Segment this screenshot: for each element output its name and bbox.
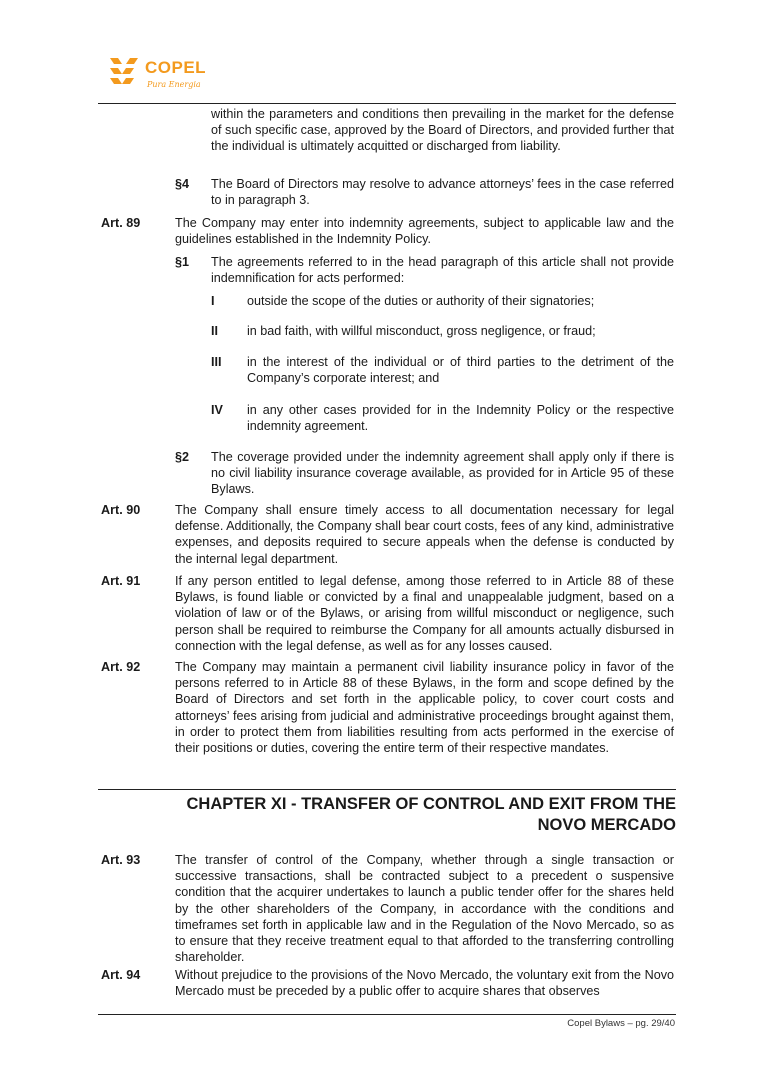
article-89-paragraph-1-label: §1: [175, 255, 190, 269]
article-90-text: The Company shall ensure timely access to all documentation necessary for legal defense. Additionally, the Company shall bear court costs, fees of any kind, administrative expenses, and deposits required to secure appeals when the defense is conducted by the internal legal department.: [175, 503, 674, 566]
logo-text: COPEL: [145, 58, 207, 77]
copel-logo: [108, 54, 228, 94]
continuation-text: within the parameters and conditions then prevailing in the market for the defense of such specific case, approved by the Board of Directors, and provided further that the individual is ultimately acquitted or discharged from liability.: [211, 107, 674, 154]
article-89-paragraph-2-text: The coverage provided under the indemnity agreement shall apply only if there is no civil liability insurance coverage available, as provided for in Article 95 of these Bylaws.: [211, 450, 674, 497]
item-text: in bad faith, with willful misconduct, gross negligence, or fraud;: [247, 324, 596, 338]
page-footer: Copel Bylaws – pg. 29/40: [567, 1018, 675, 1029]
article-89-paragraph-1-text: The agreements referred to in the head paragraph of this article shall not provide indemnification for acts performed:: [211, 255, 674, 286]
item-text: in any other cases provided for in the Indemnity Policy or the respective indemnity agreement.: [247, 403, 674, 434]
header-divider: [98, 103, 676, 104]
item-text: in the interest of the individual or of third parties to the detriment of the Company’s corporate interest; and: [247, 355, 674, 386]
article-94-text: Without prejudice to the provisions of the Novo Mercado, the voluntary exit from the Novo Mercado must be preceded by a public offer to acquire shares that observes: [175, 968, 674, 999]
article-89-text: The Company may enter into indemnity agreements, subject to applicable law and the guidelines established in the Indemnity Policy.: [175, 216, 674, 247]
chapter-title: [130, 794, 676, 836]
item-numeral: IV: [211, 403, 223, 417]
article-89-paragraph-2-label: §2: [175, 450, 190, 464]
item-numeral: III: [211, 355, 222, 369]
article-92-text: The Company may maintain a permanent civil liability insurance policy in favor of the persons referred to in Article 88 of these Bylaws, in the form and scope defined by the Board of Directors and set forth in the applicable policy, to cover court costs and attorneys’ fees arising from judicial and administrative proceedings brought against them, in order to protect them from liabilities resulting from acts performed in the exercise of their positions or duties, covering the entire term of their respective mandates.: [175, 660, 674, 756]
article-90-label: Art. 90: [101, 503, 141, 517]
article-91-label: Art. 91: [101, 574, 141, 588]
article-93-label: Art. 93: [101, 853, 141, 867]
article-89-label: Art. 89: [101, 216, 141, 230]
item-numeral: II: [211, 324, 218, 338]
copel-emblem-icon: [108, 56, 140, 88]
article-94-label: Art. 94: [101, 968, 141, 982]
article-92-label: Art. 92: [101, 660, 141, 674]
item-text: outside the scope of the duties or authority of their signatories;: [247, 294, 595, 308]
article-93-text: The transfer of control of the Company, whether through a single transaction or successive transactions, shall be contracted subject to a precedent o suspensive condition that the acquirer undertakes to launch a public tender offer for the shares held by the other shareholders of the Company, in accordance with the conditions and timeframes set forth in applicable law and in the Regulation of the Novo Mercado, so as to ensure that they receive treatment equal to that afforded to the transferring controlling shareholder.: [175, 853, 674, 965]
footer-divider: [98, 1014, 676, 1015]
chapter-title-line-1: CHAPTER XI - TRANSFER OF CONTROL AND EXIT FROM THE: [186, 795, 676, 813]
logo-tagline: Pura Energia: [147, 80, 201, 89]
paragraph-4-label: §4: [175, 177, 190, 191]
chapter-divider: [98, 789, 676, 790]
article-91-text: If any person entitled to legal defense, among those referred to in Article 88 of these Bylaws, is found liable or convicted by a final and unappealable judgment, based on a violation of law or of the Bylaws, or arising from willful misconduct or negligence, such person shall be required to reimburse the Company for all amounts actually disbursed in connection with the legal defense, as well as for any losses caused.: [175, 574, 674, 653]
item-numeral: I: [211, 294, 215, 308]
paragraph-4-text: The Board of Directors may resolve to advance attorneys’ fees in the case referred to in paragraph 3.: [211, 177, 674, 208]
chapter-title-line-2: NOVO MERCADO: [537, 816, 676, 834]
